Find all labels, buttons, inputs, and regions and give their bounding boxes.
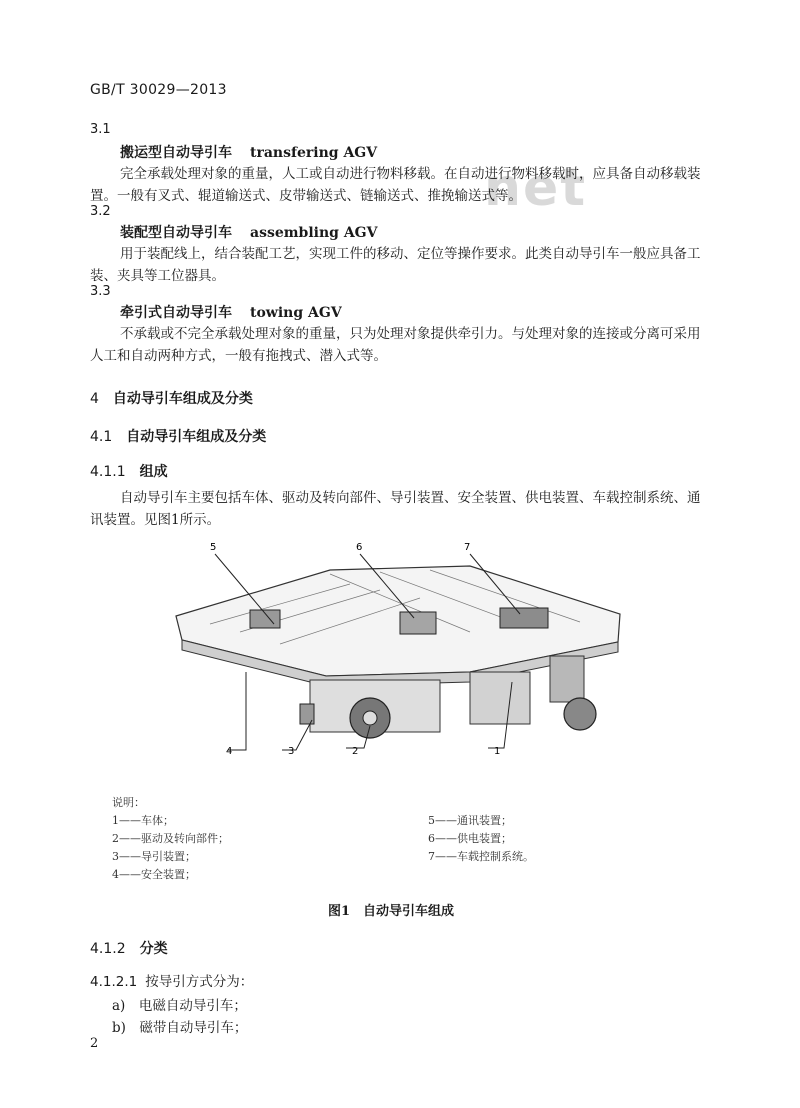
- legend-item: 4——安全装置；: [112, 868, 196, 881]
- term-en: assembling AGV: [250, 225, 378, 241]
- subsection-number: 4.1: [90, 429, 113, 445]
- clause-number: 4.1.2.1: [90, 974, 138, 990]
- subsubsection-heading: [90, 938, 168, 958]
- control-system-shape: [500, 608, 548, 628]
- term-definition: 不承载或不完全承载处理对象的重量，只为处理对象提供牵引力。与处理对象的连接或分离可采用人工和自动两种方式，一般有拖拽式、潜入式等。: [90, 326, 701, 364]
- callout-3: 3: [288, 746, 295, 757]
- term-definition: 完全承载处理对象的重量，人工或自动进行物料移载。在自动进行物料移载时，应具备自动移载装置。一般有叉式、辊道输送式、皮带输送式、链输送式、推挽输送式等。: [90, 166, 701, 204]
- clause-number: 3.2: [90, 204, 111, 219]
- term-heading: [120, 222, 378, 242]
- callout-1: 1: [494, 746, 501, 757]
- callout-6: 6: [356, 542, 363, 553]
- legend-item: 2——驱动及转向部件；: [112, 832, 229, 845]
- caster-mount: [550, 656, 584, 702]
- page-number: 2: [90, 1036, 99, 1051]
- subsubsection-number: 4.1.1: [90, 464, 126, 480]
- term-cn: 牵引式自动导引车: [120, 305, 232, 321]
- term-cn: 搬运型自动导引车: [120, 145, 232, 161]
- body-block: [470, 672, 530, 724]
- caster-wheel: [564, 698, 596, 730]
- legend-item: 6——供电装置；: [428, 832, 512, 845]
- section-heading: [90, 388, 253, 408]
- subsubsection-heading: [90, 461, 168, 481]
- clause-number: 3.3: [90, 284, 111, 299]
- term-definition: 用于装配线上，结合装配工艺，实现工件的移动、定位等操作要求。此类自动导引车一般应具备工装、夹具等工位器具。: [90, 246, 701, 284]
- clause-text: 按导引方式分为：: [145, 974, 254, 990]
- list-item: b) 磁带自动导引车；: [112, 1020, 248, 1036]
- callout-4: 4: [226, 746, 233, 757]
- term-heading: [120, 142, 377, 162]
- body-paragraph: 自动导引车主要包括车体、驱动及转向部件、导引装置、安全装置、供电装置、车载控制系统、通讯装置。见图1所示。: [90, 490, 701, 528]
- watermark-text: net: [484, 158, 588, 218]
- section-number: 4: [90, 391, 99, 407]
- legend-item: 7——车载控制系统。: [428, 850, 534, 863]
- clause-number: 3.1: [90, 122, 111, 137]
- legend-title: 说明：: [112, 796, 145, 809]
- standard-number: GB/T 30029—2013: [90, 82, 227, 98]
- callout-7: 7: [464, 542, 471, 553]
- callout-5: 5: [210, 542, 217, 553]
- term-en: towing AGV: [250, 305, 342, 321]
- legend-item: 3——导引装置；: [112, 850, 196, 863]
- agv-figure: [170, 536, 640, 776]
- clause-paragraph: [90, 970, 253, 990]
- subsection-title: 自动导引车组成及分类: [126, 429, 267, 445]
- callout-2: 2: [352, 746, 359, 757]
- term-cn: 装配型自动导引车: [120, 225, 232, 241]
- legend-item: 5——通讯装置；: [428, 814, 512, 827]
- term-en: transfering AGV: [250, 145, 378, 161]
- section-title: 自动导引车组成及分类: [112, 391, 253, 407]
- term-heading: [120, 302, 342, 322]
- figure-caption: 图1 自动导引车组成: [328, 904, 455, 919]
- subsubsection-title: 组成: [139, 464, 168, 480]
- subsection-heading: [90, 426, 266, 446]
- list-item: a) 电磁自动导引车；: [112, 998, 247, 1014]
- subsubsection-title: 分类: [139, 941, 168, 957]
- power-device-shape: [400, 612, 436, 634]
- subsubsection-number: 4.1.2: [90, 941, 126, 957]
- legend-item: 1——车体；: [112, 814, 174, 827]
